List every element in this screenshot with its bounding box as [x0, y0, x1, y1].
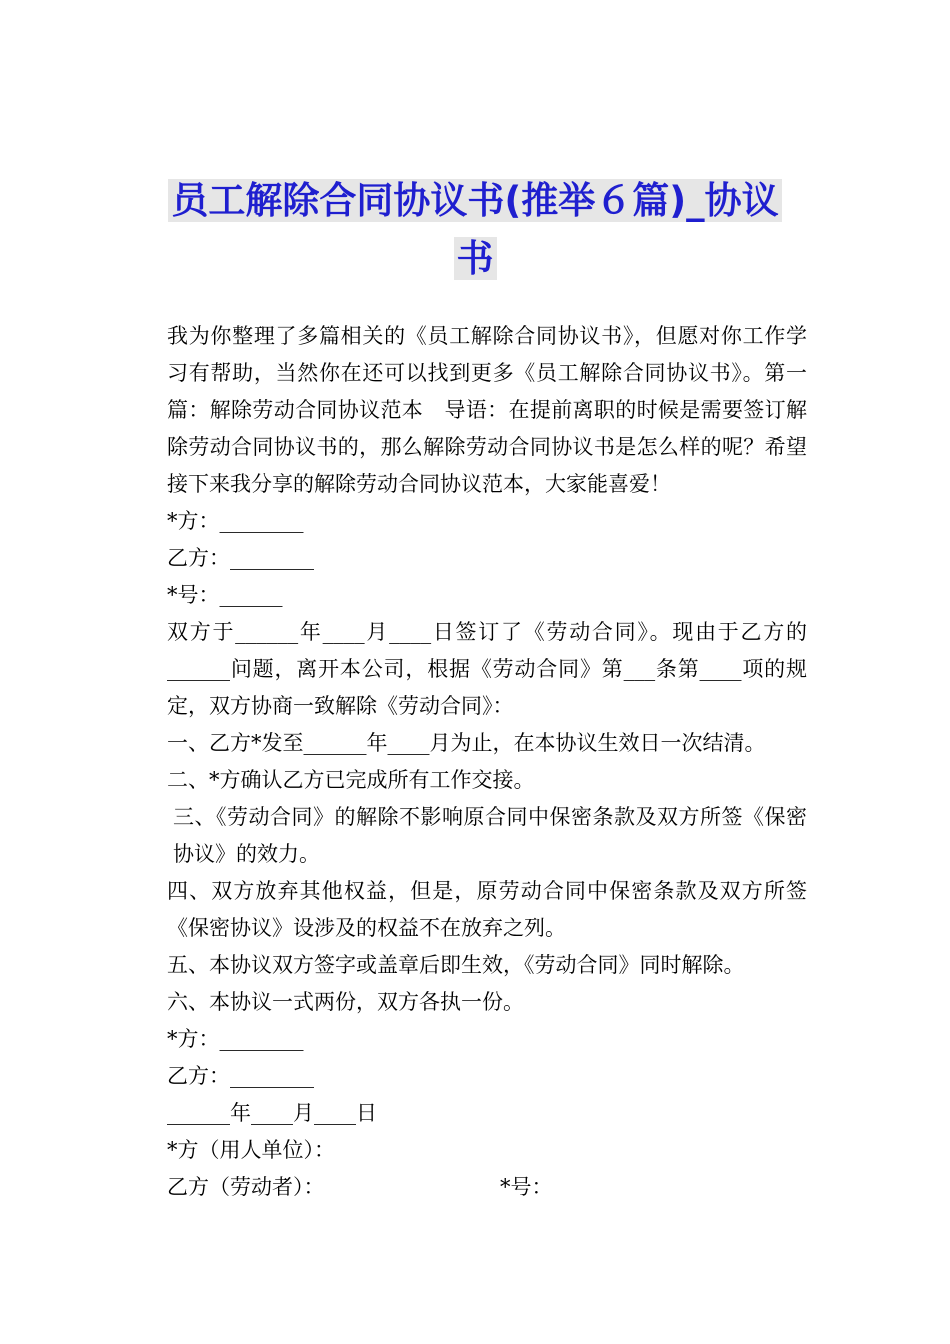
- clause-2: 二、*方确认乙方已完成所有工作交接。: [167, 768, 535, 792]
- clause-5: 五、本协议双方签字或盖章后即生效，《劳动合同》同时解除。: [167, 953, 745, 977]
- agreement-paragraph: 双方于______年____月____日签订了《劳动合同》。现由于乙方的______问题，离开本公司，根据《劳动合同》第___条第____项的规定，双方协商一致解除《劳动合同》：: [167, 620, 807, 718]
- party-b-line: 乙方：________: [167, 546, 314, 570]
- document-title: [145, 172, 805, 288]
- id-number-line: *号：______: [167, 583, 283, 607]
- title-line-2: 书: [454, 237, 497, 280]
- document-body: [145, 318, 807, 1206]
- signature-party-b: 乙方：________: [167, 1064, 314, 1088]
- signature-date: ______年____月____日: [167, 1101, 377, 1125]
- employee-label: 乙方（劳动者）：: [167, 1175, 325, 1199]
- employer-label: *方（用人单位）：: [167, 1138, 335, 1162]
- clause-4: 四、双方放弃其他权益，但是，原劳动合同中保密条款及双方所签《保密协议》设涉及的权益不在放弃之列。: [167, 879, 807, 940]
- clause-1: 一、乙方*发至______年____月为止，在本协议生效日一次结清。: [167, 731, 766, 755]
- signature-party-a: *方：________: [167, 1027, 304, 1051]
- title-line-1: 员工解除合同协议书(推举６篇)_协议: [168, 179, 781, 222]
- intro-paragraph: 我为你整理了多篇相关的《员工解除合同协议书》，但愿对你工作学习有帮助，当然你在还可以找到更多《员工解除合同协议书》。第一篇：解除劳动合同协议范本 导语：在提前离职的时候是需要签订解除劳动合同协议书的，那么解除劳动合同协议书是怎么样的呢？希望接下来我分享的解除劳动合同协议范本，大家能喜爱！: [167, 324, 807, 496]
- employee-row: [145, 1169, 807, 1206]
- id-label: *号：: [500, 1175, 553, 1199]
- clause-6: 六、本协议一式两份，双方各执一份。: [167, 990, 524, 1014]
- party-a-line: *方：________: [167, 509, 304, 533]
- clause-3: 三、《劳动合同》的解除不影响原合同中保密条款及双方所签《保密协议》的效力。: [173, 805, 807, 866]
